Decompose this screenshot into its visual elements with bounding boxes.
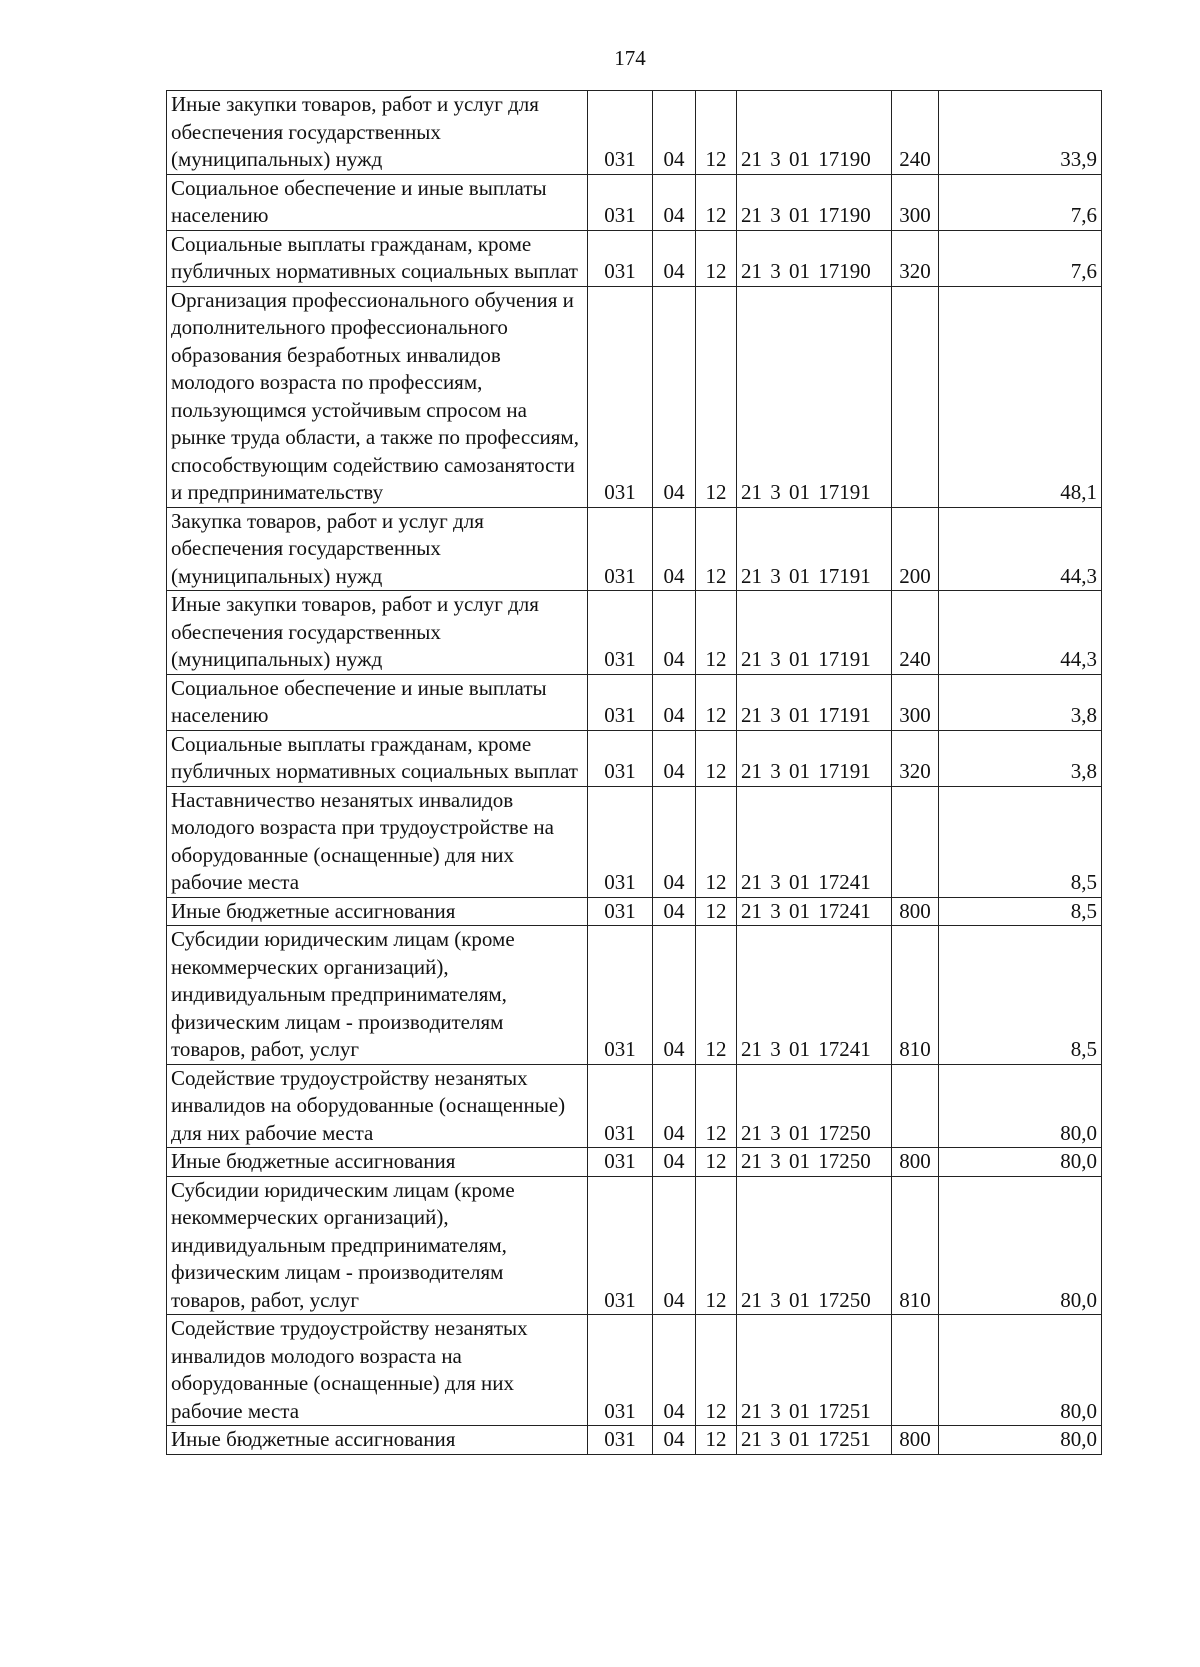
cell-name: Наставничество незанятых инвалидов молодого возраста при трудоустройстве на оборудованные (оснащенные) для них рабочие места [167, 786, 588, 897]
cell-ministry-code: 031 [588, 507, 653, 591]
cell-expense-type-code: 320 [892, 230, 939, 286]
cell-expense-type-code: 240 [892, 591, 939, 675]
cell-section-code: 04 [653, 730, 696, 786]
cell-section-code: 04 [653, 1315, 696, 1426]
table-row [167, 1064, 1102, 1148]
cell-expense-type-code [892, 1064, 939, 1148]
cell-name: Содействие трудоустройству незанятых инвалидов молодого возраста на оборудованные (оснащенные) для них рабочие места [167, 1315, 588, 1426]
cell-subsection-code: 12 [696, 1148, 737, 1177]
cell-amount: 8,5 [939, 786, 1102, 897]
cell-section-code: 04 [653, 230, 696, 286]
cell-ministry-code: 031 [588, 730, 653, 786]
cell-name: Организация профессионального обучения и дополнительного профессионального образования безработных инвалидов молодого возраста по профессиям, пользующимся устойчивым спросом на рынке труда области, а также по профессиям, способствующим содействию самозанятости и предпринимательству [167, 286, 588, 507]
cell-name: Социальное обеспечение и иные выплаты населению [167, 674, 588, 730]
cell-subsection-code: 12 [696, 786, 737, 897]
cell-amount: 80,0 [939, 1064, 1102, 1148]
cell-ministry-code: 031 [588, 674, 653, 730]
cell-target-item-code: 21 3 01 17191 [737, 730, 892, 786]
cell-section-code: 04 [653, 897, 696, 926]
cell-expense-type-code [892, 1315, 939, 1426]
cell-target-item-code: 21 3 01 17250 [737, 1064, 892, 1148]
cell-name: Содействие трудоустройству незанятых инвалидов на оборудованные (оснащенные) для них рабочие места [167, 1064, 588, 1148]
cell-name: Закупка товаров, работ и услуг для обеспечения государственных (муниципальных) нужд [167, 507, 588, 591]
cell-subsection-code: 12 [696, 730, 737, 786]
cell-expense-type-code: 800 [892, 1148, 939, 1177]
cell-ministry-code: 031 [588, 897, 653, 926]
cell-section-code: 04 [653, 674, 696, 730]
cell-target-item-code: 21 3 01 17190 [737, 91, 892, 175]
table-row [167, 1176, 1102, 1315]
table-row [167, 786, 1102, 897]
cell-target-item-code: 21 3 01 17191 [737, 674, 892, 730]
cell-expense-type-code: 800 [892, 1426, 939, 1455]
cell-target-item-code: 21 3 01 17251 [737, 1315, 892, 1426]
cell-subsection-code: 12 [696, 674, 737, 730]
cell-name: Социальные выплаты гражданам, кроме публичных нормативных социальных выплат [167, 230, 588, 286]
cell-section-code: 04 [653, 1426, 696, 1455]
cell-name: Субсидии юридическим лицам (кроме некоммерческих организаций), индивидуальным предпринимателям, физическим лицам - производителям товаров, работ, услуг [167, 926, 588, 1065]
cell-amount: 80,0 [939, 1176, 1102, 1315]
cell-name: Иные закупки товаров, работ и услуг для обеспечения государственных (муниципальных) нужд [167, 591, 588, 675]
cell-section-code: 04 [653, 507, 696, 591]
cell-subsection-code: 12 [696, 591, 737, 675]
cell-expense-type-code: 300 [892, 674, 939, 730]
cell-subsection-code: 12 [696, 1426, 737, 1455]
table-row [167, 230, 1102, 286]
table-row [167, 926, 1102, 1065]
cell-target-item-code: 21 3 01 17191 [737, 507, 892, 591]
cell-target-item-code: 21 3 01 17190 [737, 174, 892, 230]
cell-expense-type-code: 240 [892, 91, 939, 175]
cell-amount: 7,6 [939, 230, 1102, 286]
cell-target-item-code: 21 3 01 17190 [737, 230, 892, 286]
cell-section-code: 04 [653, 1176, 696, 1315]
cell-amount: 48,1 [939, 286, 1102, 507]
cell-name: Иные бюджетные ассигнования [167, 897, 588, 926]
cell-expense-type-code: 200 [892, 507, 939, 591]
cell-amount: 44,3 [939, 591, 1102, 675]
cell-target-item-code: 21 3 01 17191 [737, 591, 892, 675]
cell-expense-type-code: 800 [892, 897, 939, 926]
cell-expense-type-code [892, 286, 939, 507]
table-row [167, 674, 1102, 730]
cell-amount: 3,8 [939, 674, 1102, 730]
cell-ministry-code: 031 [588, 286, 653, 507]
table-row [167, 91, 1102, 175]
cell-subsection-code: 12 [696, 1315, 737, 1426]
cell-amount: 80,0 [939, 1148, 1102, 1177]
table-row [167, 174, 1102, 230]
cell-ministry-code: 031 [588, 786, 653, 897]
table-row [167, 286, 1102, 507]
cell-section-code: 04 [653, 1064, 696, 1148]
cell-subsection-code: 12 [696, 286, 737, 507]
cell-name: Иные бюджетные ассигнования [167, 1148, 588, 1177]
cell-ministry-code: 031 [588, 1148, 653, 1177]
cell-ministry-code: 031 [588, 591, 653, 675]
cell-subsection-code: 12 [696, 230, 737, 286]
table-row [167, 730, 1102, 786]
cell-ministry-code: 031 [588, 926, 653, 1065]
cell-amount: 44,3 [939, 507, 1102, 591]
cell-expense-type-code: 300 [892, 174, 939, 230]
cell-section-code: 04 [653, 286, 696, 507]
cell-name: Субсидии юридическим лицам (кроме некоммерческих организаций), индивидуальным предпринимателям, физическим лицам - производителям товаров, работ, услуг [167, 1176, 588, 1315]
cell-name: Социальное обеспечение и иные выплаты населению [167, 174, 588, 230]
table-row [167, 1148, 1102, 1177]
cell-section-code: 04 [653, 91, 696, 175]
cell-target-item-code: 21 3 01 17191 [737, 286, 892, 507]
cell-ministry-code: 031 [588, 174, 653, 230]
cell-section-code: 04 [653, 786, 696, 897]
cell-target-item-code: 21 3 01 17250 [737, 1148, 892, 1177]
cell-name: Иные бюджетные ассигнования [167, 1426, 588, 1455]
cell-ministry-code: 031 [588, 1426, 653, 1455]
table-row [167, 1315, 1102, 1426]
table-row [167, 897, 1102, 926]
cell-section-code: 04 [653, 591, 696, 675]
cell-target-item-code: 21 3 01 17241 [737, 926, 892, 1065]
table-row [167, 1426, 1102, 1455]
cell-amount: 33,9 [939, 91, 1102, 175]
cell-expense-type-code: 810 [892, 1176, 939, 1315]
cell-section-code: 04 [653, 174, 696, 230]
cell-amount: 80,0 [939, 1426, 1102, 1455]
cell-amount: 3,8 [939, 730, 1102, 786]
cell-expense-type-code: 810 [892, 926, 939, 1065]
cell-subsection-code: 12 [696, 91, 737, 175]
budget-table-body [167, 91, 1102, 1455]
table-row [167, 591, 1102, 675]
cell-name: Социальные выплаты гражданам, кроме публичных нормативных социальных выплат [167, 730, 588, 786]
cell-ministry-code: 031 [588, 230, 653, 286]
budget-table [166, 90, 1102, 1455]
cell-subsection-code: 12 [696, 1064, 737, 1148]
cell-ministry-code: 031 [588, 1315, 653, 1426]
cell-ministry-code: 031 [588, 1176, 653, 1315]
cell-name: Иные закупки товаров, работ и услуг для обеспечения государственных (муниципальных) нужд [167, 91, 588, 175]
cell-amount: 8,5 [939, 926, 1102, 1065]
cell-target-item-code: 21 3 01 17251 [737, 1426, 892, 1455]
cell-expense-type-code: 320 [892, 730, 939, 786]
cell-expense-type-code [892, 786, 939, 897]
cell-subsection-code: 12 [696, 1176, 737, 1315]
cell-amount: 7,6 [939, 174, 1102, 230]
cell-section-code: 04 [653, 926, 696, 1065]
cell-subsection-code: 12 [696, 174, 737, 230]
cell-target-item-code: 21 3 01 17250 [737, 1176, 892, 1315]
cell-subsection-code: 12 [696, 897, 737, 926]
cell-target-item-code: 21 3 01 17241 [737, 786, 892, 897]
cell-subsection-code: 12 [696, 926, 737, 1065]
table-row [167, 507, 1102, 591]
cell-section-code: 04 [653, 1148, 696, 1177]
page-number: 174 [614, 46, 646, 70]
cell-amount: 80,0 [939, 1315, 1102, 1426]
cell-ministry-code: 031 [588, 91, 653, 175]
cell-target-item-code: 21 3 01 17241 [737, 897, 892, 926]
cell-amount: 8,5 [939, 897, 1102, 926]
cell-ministry-code: 031 [588, 1064, 653, 1148]
cell-subsection-code: 12 [696, 507, 737, 591]
